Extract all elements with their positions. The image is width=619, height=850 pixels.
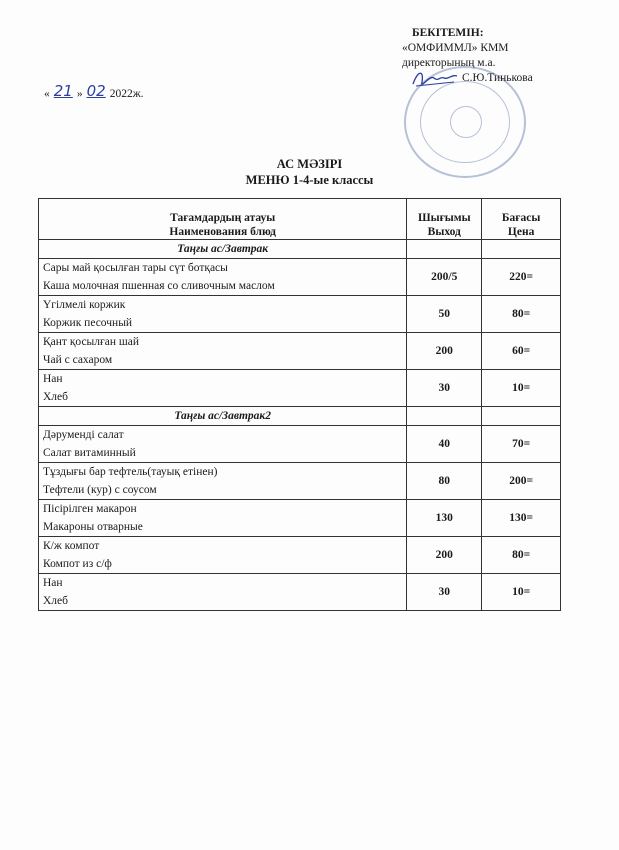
header-price-ru: Цена xyxy=(507,226,535,238)
dish-name-ru: Салат витаминный xyxy=(43,447,136,459)
header-yield-kz: Шығымы xyxy=(417,212,471,224)
dish-name-kz: Нан xyxy=(43,373,63,385)
approval-signer: С.Ю.Тинькова xyxy=(462,72,533,84)
dish-yield: 80 xyxy=(407,463,482,500)
dish-price: 220= xyxy=(482,259,561,296)
menu-table xyxy=(38,198,561,611)
dish-price: 200= xyxy=(482,463,561,500)
header-name-kz: Тағамдардың атауы xyxy=(170,212,276,224)
header-yield-ru: Выход xyxy=(427,226,461,238)
table-row xyxy=(39,463,561,500)
dish-name-ru: Компот из с/ф xyxy=(43,558,112,570)
section-title: Таңғы ас/Завтрак2 xyxy=(39,407,407,426)
menu-title-kz: АС МӘЗІРІ xyxy=(276,157,343,171)
table-row xyxy=(39,333,561,370)
table-header-row xyxy=(39,199,561,240)
section-row xyxy=(39,240,561,259)
dish-yield: 50 xyxy=(407,296,482,333)
table-row xyxy=(39,574,561,611)
date-quote-open: « xyxy=(44,88,50,100)
date-day: 21 xyxy=(53,82,73,100)
dish-name-kz: Сары май қосылған тары сүт ботқасы xyxy=(43,262,228,274)
dish-name-ru: Каша молочная пшенная со сливочным маслом xyxy=(43,280,275,292)
approval-heading: БЕКІТЕМІН: xyxy=(412,27,484,39)
table-row xyxy=(39,296,561,333)
dish-name-kz: Пісірілген макарон xyxy=(43,503,137,515)
menu-title xyxy=(0,156,619,188)
emblem-icon xyxy=(450,106,482,138)
dish-name-ru: Макароны отварные xyxy=(43,521,143,533)
dish-name-kz: Нан xyxy=(43,577,63,589)
approval-position: директорының м.а. xyxy=(402,57,496,69)
dish-name xyxy=(39,574,407,611)
table-row xyxy=(39,500,561,537)
header-name xyxy=(39,199,407,240)
section-row xyxy=(39,407,561,426)
signature-icon xyxy=(410,66,460,92)
dish-name-kz: Дәруменді салат xyxy=(43,429,124,441)
dish-price: 60= xyxy=(482,333,561,370)
dish-name-ru: Чай с сахаром xyxy=(43,354,113,366)
date-quote-close: » xyxy=(76,88,83,100)
document-date xyxy=(44,82,144,100)
dish-name xyxy=(39,259,407,296)
dish-name xyxy=(39,370,407,407)
dish-name-kz: Қант қосылған шай xyxy=(43,336,139,348)
dish-name-kz: К/ж компот xyxy=(43,540,100,552)
date-month: 02 xyxy=(86,82,106,100)
table-row xyxy=(39,259,561,296)
header-price xyxy=(482,199,561,240)
dish-price: 80= xyxy=(482,537,561,574)
dish-name-ru: Коржик песочный xyxy=(43,317,133,329)
dish-name-ru: Тефтели (кур) с соусом xyxy=(43,484,157,496)
dish-name-kz: Тұздығы бар тефтель(тауық етінен) xyxy=(43,466,218,478)
dish-yield: 200 xyxy=(407,537,482,574)
dish-name xyxy=(39,333,407,370)
dish-yield: 130 xyxy=(407,500,482,537)
dish-yield: 200/5 xyxy=(407,259,482,296)
dish-name-kz: Үгілмелі коржик xyxy=(43,299,126,311)
table-row xyxy=(39,426,561,463)
header-name-ru: Наименования блюд xyxy=(169,226,276,238)
dish-price: 80= xyxy=(482,296,561,333)
dish-yield: 30 xyxy=(407,574,482,611)
dish-price: 130= xyxy=(482,500,561,537)
dish-name xyxy=(39,296,407,333)
date-year: 2022ж. xyxy=(109,88,144,100)
dish-name-ru: Хлеб xyxy=(43,595,68,607)
approval-org: «ОМФИММЛ» КММ xyxy=(402,42,509,54)
dish-name-ru: Хлеб xyxy=(43,391,68,403)
dish-name xyxy=(39,500,407,537)
dish-name xyxy=(39,537,407,574)
dish-yield: 30 xyxy=(407,370,482,407)
table-row xyxy=(39,370,561,407)
dish-name xyxy=(39,426,407,463)
menu-title-ru: МЕНЮ 1-4-ые классы xyxy=(245,173,374,187)
dish-name xyxy=(39,463,407,500)
section-title: Таңғы ас/Завтрак xyxy=(39,240,407,259)
header-yield xyxy=(407,199,482,240)
dish-price: 10= xyxy=(482,574,561,611)
dish-price: 10= xyxy=(482,370,561,407)
dish-yield: 200 xyxy=(407,333,482,370)
dish-yield: 40 xyxy=(407,426,482,463)
dish-price: 70= xyxy=(482,426,561,463)
header-price-kz: Бағасы xyxy=(501,212,541,224)
table-row xyxy=(39,537,561,574)
